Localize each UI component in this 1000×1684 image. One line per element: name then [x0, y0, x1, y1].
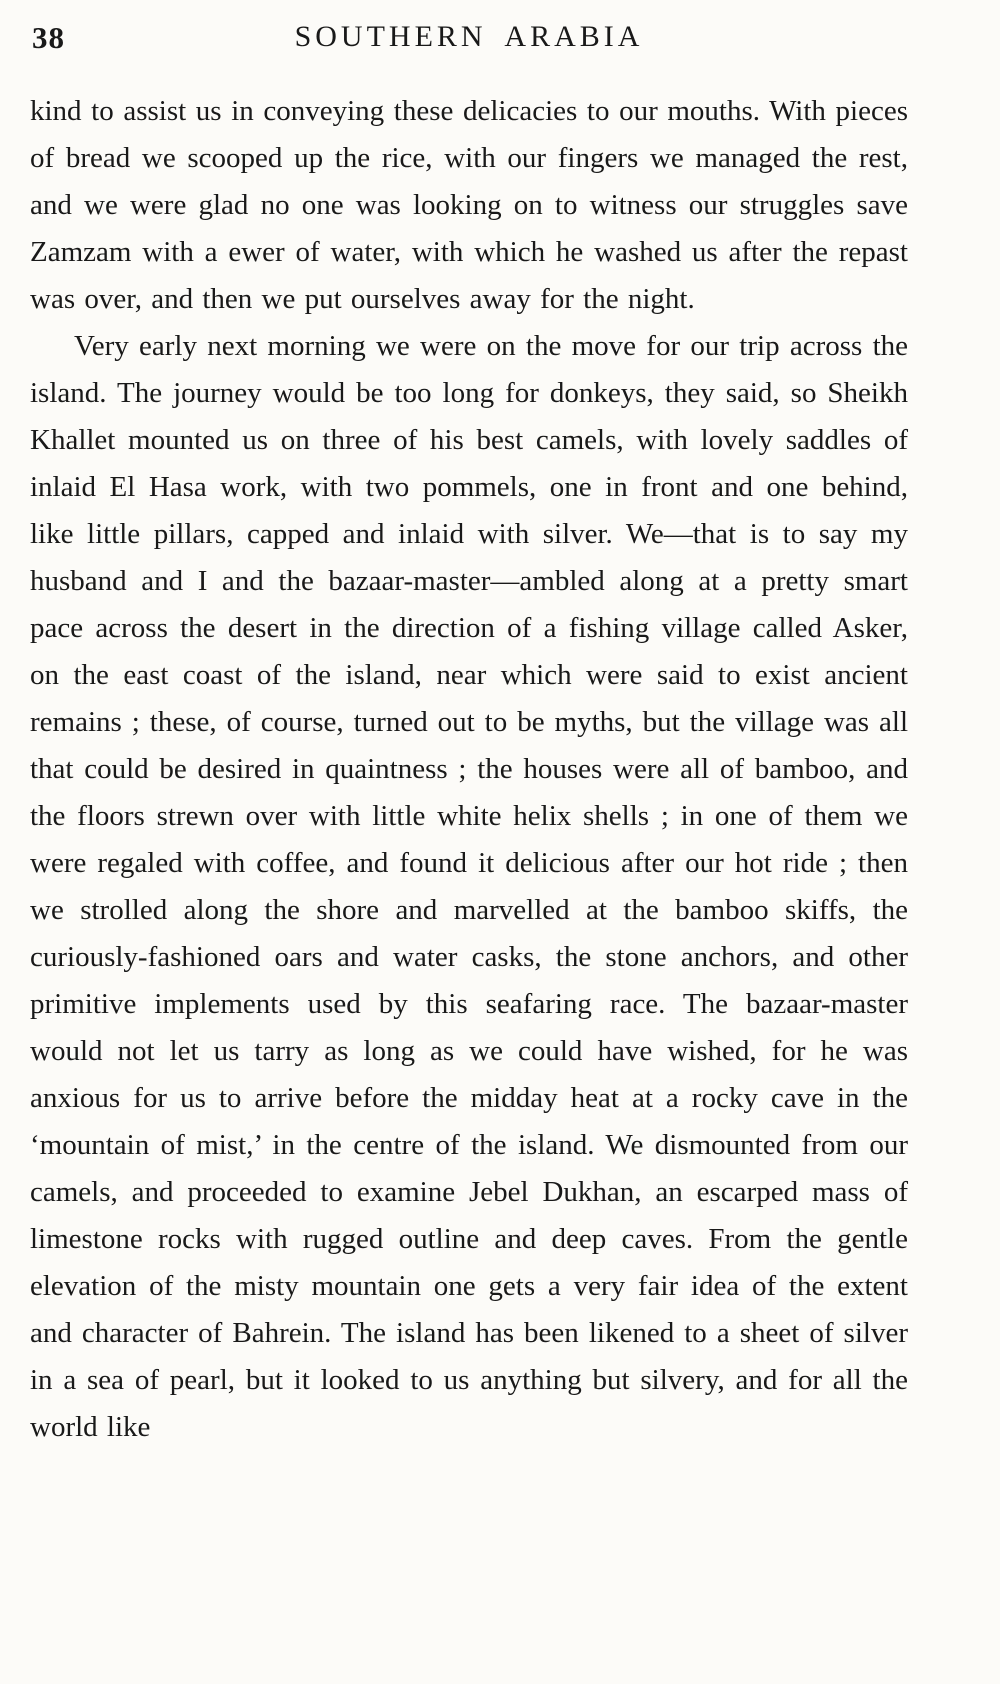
page-body	[30, 88, 908, 1451]
page-header	[30, 20, 908, 66]
running-header-title: SOUTHERN ARABIA	[294, 20, 644, 53]
paragraph-continuation: kind to assist us in conveying these delicacies to our mouths. With pieces of bread we scooped up the rice, with our fingers we managed the rest, and we were glad no one was looking on to witness our struggles save Zamzam with a ewer of water, with which he washed us after the repast was over, and then we put ourselves away for the night.	[30, 95, 908, 315]
page-number: 38	[32, 20, 65, 55]
paragraph: Very early next morning we were on the move for our trip across the island. The journey would be too long for donkeys, they said, so Sheikh Khallet mounted us on three of his best camels, with lovely saddles of inlaid El Hasa work, with two pommels, one in front and one behind, like little pillars, capped and inlaid with silver. We—that is to say my husband and I and the bazaar-master—ambled along at a pretty smart pace across the desert in the direction of a fishing village called Asker, on the east coast of the island, near which were said to exist ancient remains ; these, of course, turned out to be myths, but the village was all that could be desired in quaintness ; the houses were all of bamboo, and the floors strewn over with little white helix shells ; in one of them we were regaled with coffee, and found it delicious after our hot ride ; then we strolled along the shore and marvelled at the bamboo skiffs, the curiously-fashioned oars and water casks, the stone anchors, and other primitive implements used by this seafaring race. The bazaar-master would not let us tarry as long as we could have wished, for he was anxious for us to arrive before the midday heat at a rocky cave in the ‘mountain of mist,’ in the centre of the island. We dismounted from our camels, and proceeded to examine Jebel Dukhan, an escarped mass of limestone rocks with rugged outline and deep caves. From the gentle elevation of the misty mountain one gets a very fair idea of the extent and character of Bahrein. The island has been likened to a sheet of silver in a sea of pearl, but it looked to us anything but silvery, and for all the world like	[30, 330, 908, 1443]
